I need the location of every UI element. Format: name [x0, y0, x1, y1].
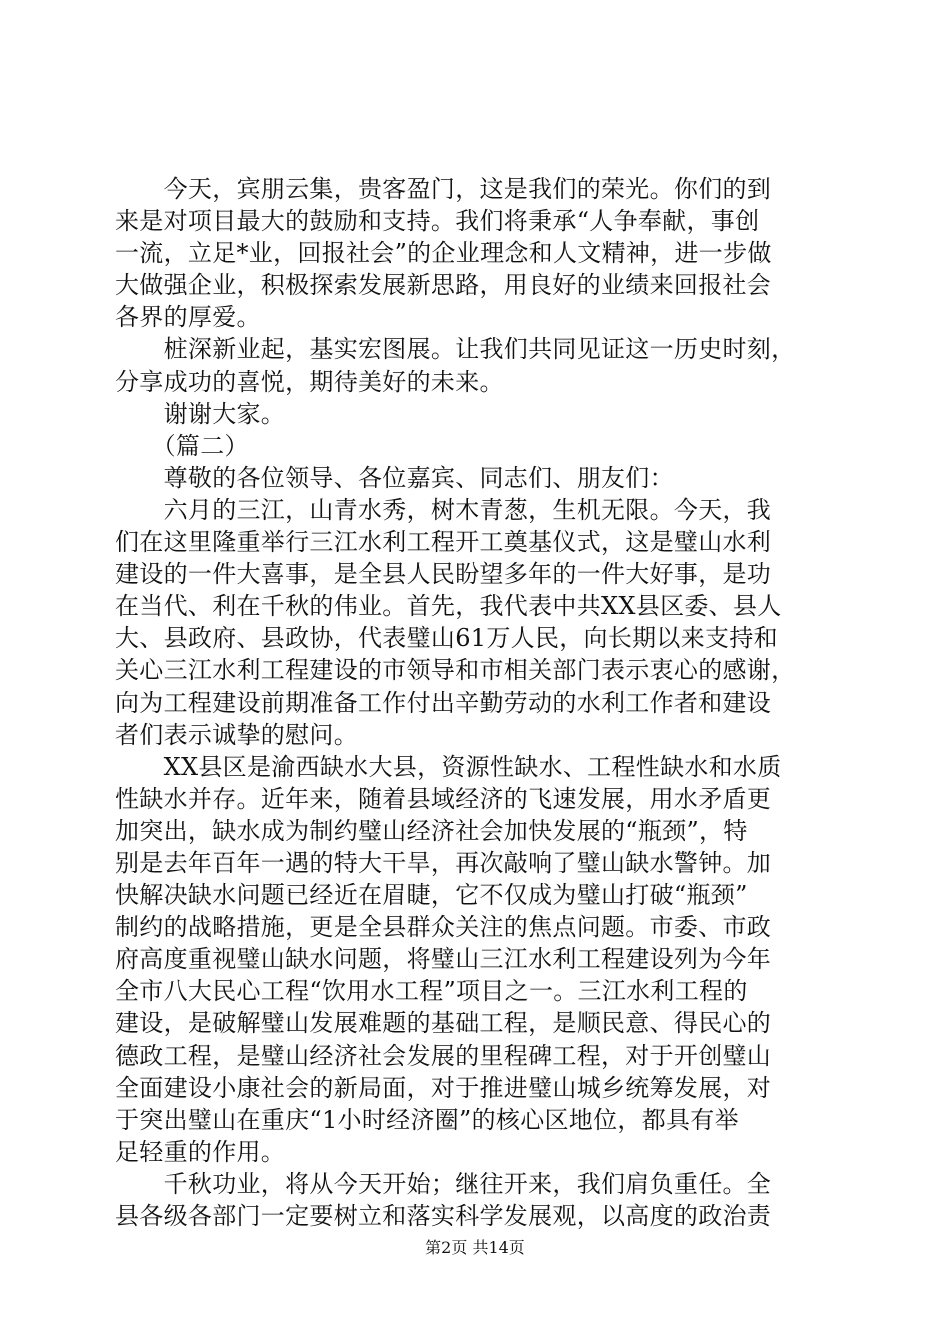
text-line: 全面建设小康社会的新局面，对于推进璧山城乡统筹发展，对 [115, 1073, 772, 1102]
text-line: 在当代、利在千秋的伟业。首先，我代表中共XX县区委、县人 [115, 592, 782, 621]
text-line: 性缺水并存。近年来，随着县域经济的飞速发展，用水矛盾更 [115, 784, 772, 813]
text-line: 制约的战略措施，更是全县群众关注的焦点问题。市委、市政 [115, 913, 772, 942]
text-line: 者们表示诚挚的慰问。 [115, 720, 358, 749]
text-line: 六月的三江，山青水秀，树木青葱，生机无限。今天，我 [115, 495, 772, 524]
text-line: 建设的一件大喜事，是全县人民盼望多年的一件大好事，是功 [115, 560, 772, 589]
text-line: 尊敬的各位领导、各位嘉宾、同志们、朋友们： [115, 463, 674, 492]
text-line: 来是对项目最大的鼓励和支持。我们将秉承“人争奉献，事创 [115, 207, 760, 236]
text-line: 快解决缺水问题已经近在眉睫，它不仅成为璧山打破“瓶颈” [115, 881, 748, 910]
text-line: 谢谢大家。 [115, 399, 286, 428]
text-line: 于突出璧山在重庆“1小时经济圈”的核心区地位，都具有举 [115, 1105, 739, 1134]
text-line: （篇二） [115, 431, 249, 460]
text-line: 德政工程，是璧山经济社会发展的里程碑工程，对于开创璧山 [115, 1041, 772, 1070]
text-line: 全市八大民心工程“饮用水工程”项目之一。三江水利工程的 [115, 977, 748, 1006]
text-line: 加突出，缺水成为制约璧山经济社会加快发展的“瓶颈”，特 [115, 816, 748, 845]
text-line: 府高度重视璧山缺水问题，将璧山三江水利工程建设列为今年 [115, 945, 772, 974]
text-line: 千秋功业，将从今天开始；继往开来，我们肩负重任。全 [115, 1169, 772, 1198]
text-line: 向为工程建设前期准备工作付出辛勤劳动的水利工作者和建设 [115, 688, 772, 717]
text-line: 各界的厚爱。 [115, 303, 261, 332]
text-line: XX县区是渝西缺水大县，资源性缺水、工程性缺水和水质 [115, 752, 782, 781]
text-line: 分享成功的喜悦，期待美好的未来。 [115, 367, 504, 396]
text-line: 别是去年百年一遇的特大干旱，再次敲响了璧山缺水警钟。加 [115, 848, 772, 877]
page-footer: 第2页 共14页 [425, 1238, 525, 1257]
text-line: 一流，立足*业，回报社会”的企业理念和人文精神，进一步做 [115, 239, 772, 268]
text-line: 大、县政府、县政协，代表璧山61万人民，向长期以来支持和 [115, 624, 778, 653]
text-line: 建设，是破解璧山发展难题的基础工程，是顺民意、得民心的 [115, 1009, 772, 1038]
text-line: 县各级各部门一定要树立和落实科学发展观，以高度的政治责 [115, 1202, 772, 1230]
text-line: 关心三江水利工程建设的市领导和市相关部门表示衷心的感谢， [115, 656, 796, 685]
text-line: 桩深新业起，基实宏图展。让我们共同见证这一历史时刻， [115, 335, 796, 364]
text-line: 大做强企业，积极探索发展新思路，用良好的业绩来回报社会 [115, 271, 772, 300]
text-line: 们在这里隆重举行三江水利工程开工奠基仪式，这是璧山水利 [115, 528, 772, 557]
text-line: 足轻重的作用。 [115, 1137, 286, 1166]
text-line: 今天，宾朋云集，贵客盈门，这是我们的荣光。你们的到 [115, 175, 772, 203]
document-body [115, 173, 845, 1232]
